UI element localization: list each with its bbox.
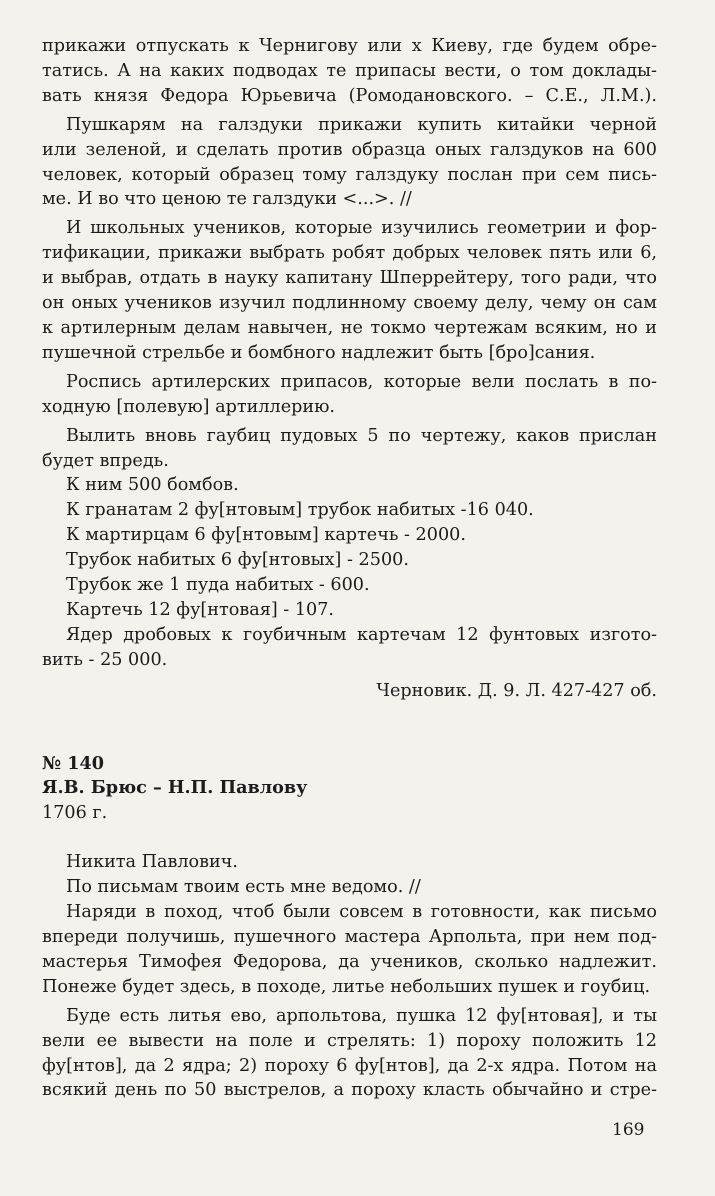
text-line: впереди получишь, пушечного мастера Арпольта, при нем под-	[42, 927, 657, 947]
text-line: вели ее вывести на поле и стрелять: 1) пороху положить 12	[42, 1030, 657, 1051]
text-line: Наряди в поход, чтоб были совсем в готовности, как письмо	[66, 902, 657, 923]
document-heading: Я.В. Брюс – Н.П. Павлову	[42, 777, 308, 799]
text-line: человек, который образец тому галздуку послан при сем пись-	[42, 164, 657, 185]
text-line: мастерья Тимофея Федорова, да учеников, сколько надлежит.	[42, 951, 657, 972]
text-line: Роспись артилерских припасов, которые вели послать в по-	[66, 371, 657, 392]
text-line: прикажи отпускать к Чернигову или х Киеву, где будем обре-	[42, 36, 657, 56]
text-line: всякий день по 50 выстрелов, а пороху класть обычайно и стре-	[42, 1080, 657, 1101]
text-line: тификации, прикажи выбрать робят добрых человек пять или 6,	[42, 243, 657, 264]
document-number: № 140	[42, 752, 104, 774]
document-year: 1706 г.	[42, 803, 108, 824]
text-line: Никита Павлович.	[66, 852, 238, 873]
text-line: Буде есть литья ево, арпольтова, пушка 12 фу[нтовая], и ты	[66, 1005, 657, 1026]
text-line: к артилерным делам навычен, не токмо чертежам всяким, но и	[42, 317, 657, 338]
text-line: ходную [полевую] артиллерию.	[42, 396, 336, 417]
text-line: Картечь 12 фу[нтовая] - 107.	[66, 599, 334, 620]
text-line: пушечной стрельбе и бомбного надлежит быть [бро]сания.	[42, 342, 596, 363]
text-line: К мартирцам 6 фу[нтовым] картечь - 2000.	[66, 525, 466, 546]
text-line: или зеленой, и сделать против образца оных галздуков на 600	[42, 139, 657, 160]
text-line: К ним 500 бомбов.	[66, 475, 239, 496]
text-line: фу[нтов], да 2 ядра; 2) пороху 6 фу[нтов], да 2-х ядра. Потом на	[42, 1055, 657, 1076]
text-line: К гранатам 2 фу[нтовым] трубок набитых -16 040.	[66, 500, 534, 521]
text-line: Пушкарям на галздуки прикажи купить китайки черной	[66, 114, 657, 135]
text-line: Ядер дробовых к гоубичным картечам 12 фунтовых изгото-	[66, 624, 657, 645]
text-line: Трубок же 1 пуда набитых - 600.	[66, 575, 370, 596]
text-line: ме. И во что ценою те галздуки <...>. //	[42, 189, 412, 210]
text-line: Трубок набитых 6 фу[нтовых] - 2500.	[66, 550, 409, 571]
text-line: будет впредь.	[42, 450, 169, 471]
text-line: И школьных учеников, которые изучились геометрии и фор-	[66, 218, 657, 239]
text-line: вить - 25 000.	[42, 649, 168, 670]
page-number: 169	[612, 1120, 645, 1140]
text-line	[42, 84, 657, 109]
text-line: По письмам твоим есть мне ведомо. //	[66, 877, 421, 898]
text-line: татись. А на каких подводах те припасы вести, о том доклады-	[42, 60, 657, 81]
page-text	[42, 34, 657, 1103]
text-line-content: вать князя Федора Юрьевича (Ромодановского. – С.Е., Л.М.).	[42, 85, 657, 106]
text-line: Вылить вновь гаубиц пудовых 5 по чертежу, каков прислан	[66, 425, 657, 446]
text-line: и выбрав, отдать в науку капитану Шперрейтеру, того ради, что	[42, 268, 657, 289]
text-line: Понеже будет здесь, в походе, литье небольших пушек и гоубиц.	[42, 976, 651, 997]
archive-source: Черновик. Д. 9. Л. 427-427 об.	[376, 680, 657, 701]
text-line: он оных учеников изучил подлинному своему делу, чему он сам	[42, 293, 657, 314]
